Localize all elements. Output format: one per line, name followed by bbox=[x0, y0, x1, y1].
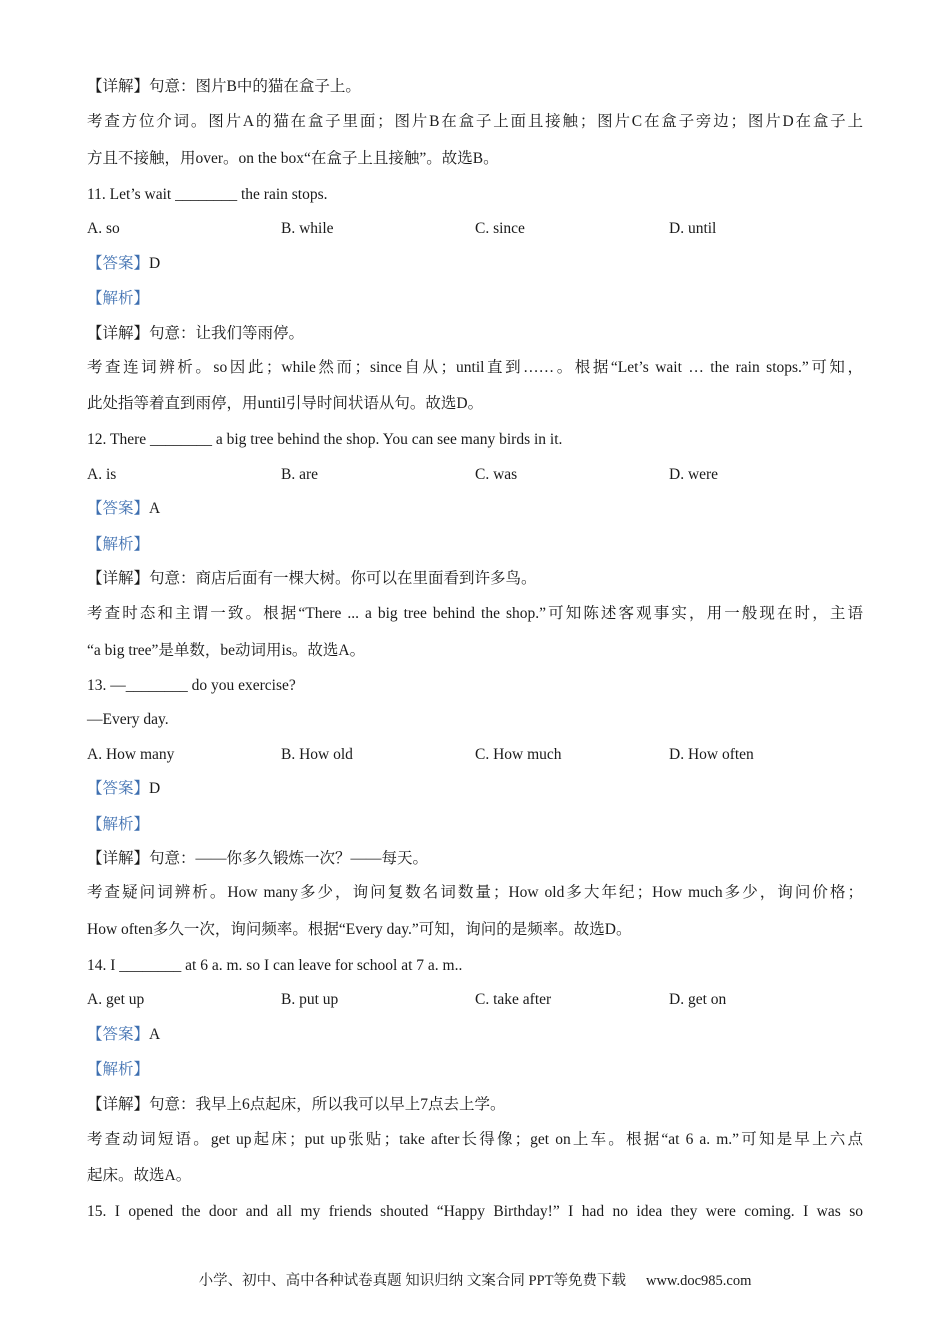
q11-answer bbox=[87, 254, 160, 274]
answer-value: D bbox=[149, 780, 161, 797]
q10-detail: 【详解】句意：图片B中的猫在盒子上。 bbox=[87, 78, 361, 95]
q12-explain-line-2: “a big tree”是单数，be动词用is。故选A。 bbox=[87, 642, 366, 659]
q11-stem: 11. Let’s wait ________ the rain stops. bbox=[87, 186, 328, 203]
q13-option-b: B. How old bbox=[281, 746, 353, 763]
q13-option-d: D. How often bbox=[669, 746, 754, 763]
answer-tag: 【答案】 bbox=[87, 1026, 150, 1043]
q13-detail: 【详解】句意：——你多久锻炼一次？——每天。 bbox=[87, 850, 429, 867]
q13-analysis-tag: 【解析】 bbox=[87, 816, 150, 833]
q11-analysis-tag: 【解析】 bbox=[87, 290, 150, 307]
q12-option-b: B. are bbox=[281, 466, 319, 483]
q11-option-d: D. until bbox=[669, 220, 717, 237]
answer-tag: 【答案】 bbox=[87, 500, 150, 517]
q13-option-c: C. How much bbox=[475, 746, 562, 763]
q13-stem: 13. —________ do you exercise? bbox=[87, 677, 296, 694]
q12-explain-line-1: 考查时态和主谓一致。根据“There ... a big tree behind the shop.”可知陈述客观事实，用一般现在时，主语 bbox=[87, 605, 863, 622]
q14-answer bbox=[87, 1025, 160, 1045]
answer-value: D bbox=[149, 255, 161, 272]
q11-detail: 【详解】句意：让我们等雨停。 bbox=[87, 325, 305, 342]
q14-option-d: D. get on bbox=[669, 991, 727, 1008]
q14-explain-line-1: 考查动词短语。get up起床；put up张贴；take after长得像；get on上车。根据“at 6 a. m.”可知是早上六点 bbox=[87, 1131, 863, 1148]
q10-analysis-line-1: 考查方位介词。图片A的猫在盒子里面；图片B在盒子上面且接触；图片C在盒子旁边；图片D在盒子上 bbox=[87, 113, 863, 130]
q13-answer bbox=[87, 779, 160, 799]
q14-stem: 14. I ________ at 6 a. m. so I can leave for school at 7 a. m.. bbox=[87, 957, 463, 974]
q11-option-c: C. since bbox=[475, 220, 525, 237]
q15-stem: 15. I opened the door and all my friends shouted “Happy Birthday!” I had no idea they were coming. I was so bbox=[87, 1203, 863, 1220]
q14-option-c: C. take after bbox=[475, 991, 552, 1008]
q12-analysis-tag: 【解析】 bbox=[87, 536, 150, 553]
q11-option-b: B. while bbox=[281, 220, 334, 237]
q10-analysis-line-2: 方且不接触，用over。on the box“在盒子上且接触”。故选B。 bbox=[87, 150, 499, 167]
q12-answer bbox=[87, 499, 160, 519]
q13-explain-line-2: How often多久一次，询问频率。根据“Every day.”可知，询问的是频率。故选D。 bbox=[87, 921, 632, 938]
q12-stem: 12. There ________ a big tree behind the shop. You can see many birds in it. bbox=[87, 431, 563, 448]
q13-option-a: A. How many bbox=[87, 746, 175, 763]
footer-link[interactable]: www.doc985.com bbox=[645, 1273, 752, 1289]
q12-option-d: D. were bbox=[669, 466, 719, 483]
q11-option-a: A. so bbox=[87, 220, 120, 237]
page-footer bbox=[0, 1271, 950, 1291]
answer-tag: 【答案】 bbox=[87, 255, 150, 272]
q13-stem-reply: —Every day. bbox=[87, 711, 169, 728]
answer-value: A bbox=[149, 500, 161, 517]
q14-option-a: A. get up bbox=[87, 991, 145, 1008]
q11-explain-line-2: 此处指等着直到雨停，用until引导时间状语从句。故选D。 bbox=[87, 395, 484, 412]
q12-detail: 【详解】句意：商店后面有一棵大树。你可以在里面看到许多鸟。 bbox=[87, 570, 537, 587]
footer-text: 小学、初中、高中各种试卷真题 知识归纳 文案合同 PPT等免费下载 bbox=[198, 1273, 626, 1289]
answer-tag: 【答案】 bbox=[87, 780, 150, 797]
q13-explain-line-1: 考查疑问词辨析。How many多少，询问复数名词数量；How old多大年纪；How much多少，询问价格； bbox=[87, 884, 863, 901]
q14-explain-line-2: 起床。故选A。 bbox=[87, 1167, 192, 1184]
q12-option-a: A. is bbox=[87, 466, 117, 483]
q14-detail: 【详解】句意：我早上6点起床，所以我可以早上7点去上学。 bbox=[87, 1096, 506, 1113]
q14-option-b: B. put up bbox=[281, 991, 339, 1008]
answer-value: A bbox=[149, 1026, 161, 1043]
q14-analysis-tag: 【解析】 bbox=[87, 1061, 150, 1078]
q12-option-c: C. was bbox=[475, 466, 518, 483]
q11-explain-line-1: 考查连词辨析。so因此；while然而；since自从；until直到……。根据“Let’s wait … the rain stops.”可知， bbox=[87, 359, 863, 376]
